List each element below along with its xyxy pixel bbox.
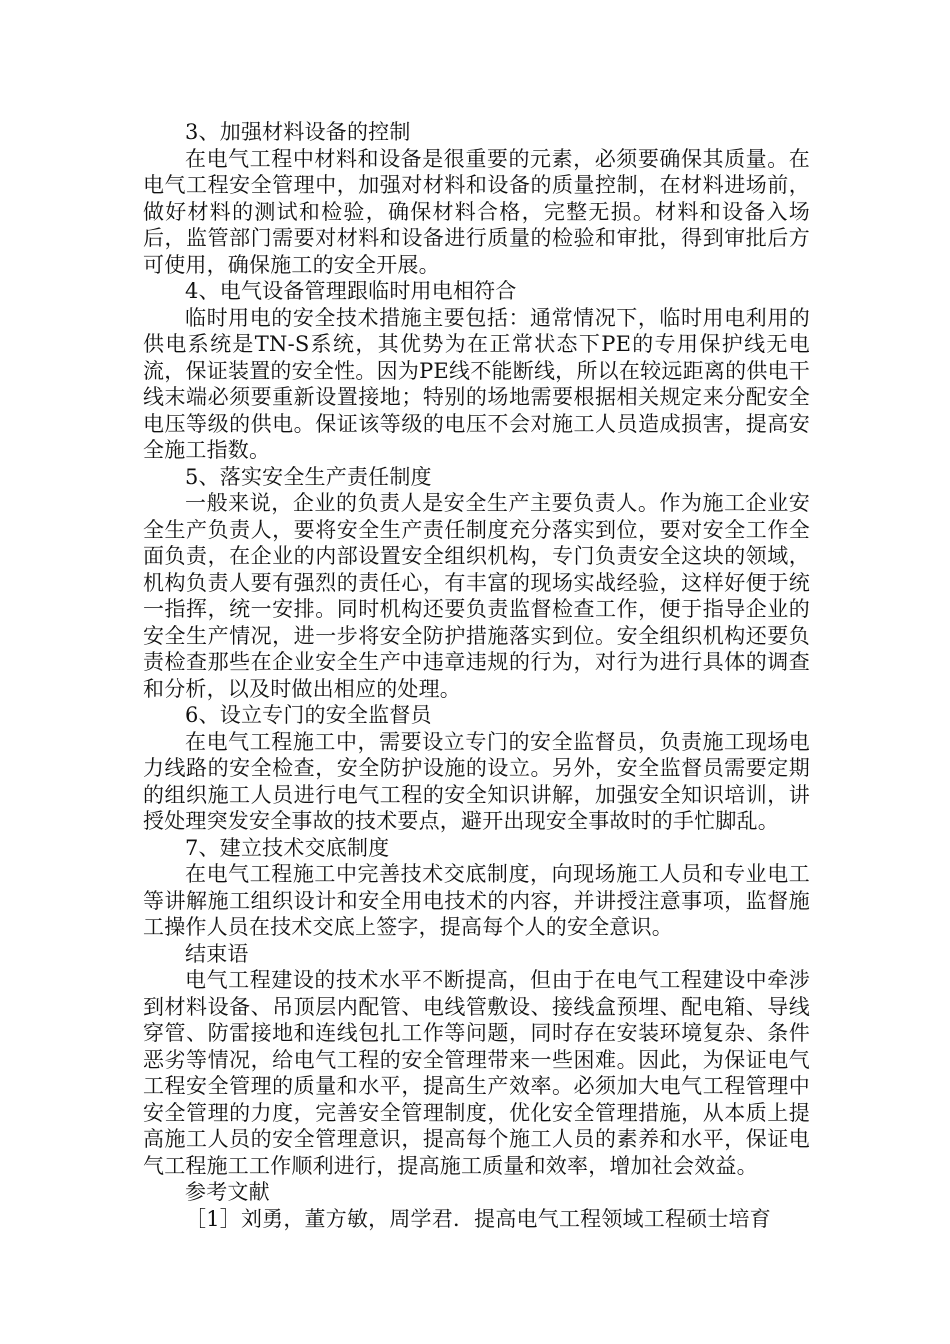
- section-heading-technical-briefing: 7、建立技术交底制度: [185, 835, 390, 860]
- section-heading-material-control: 3、加强材料设备的控制: [185, 120, 411, 144]
- body-paragraph: 一般来说，企业的负责人是安全生产主要负责人。作为施工企业安全生产负责人，要将安全生产责任制度充分落实到位，要对安全工作全面负责，在企业的内部设置安全组织机构，专门负责安全这块的领域，机构负责人要有强烈的责任心，有丰富的现场实战经验，这样好便于统一指挥，统一安排。同时机构还要负责监督检查工作，便于指导企业的安全生产情况，进一步将安全防护措施落实到位。安全组织机构还要负责检查那些在企业安全生产中违章违规的行为，对行为进行具体的调查和分析，以及时做出相应的处理。: [143, 491, 810, 701]
- document-body: [143, 119, 810, 1232]
- body-paragraph: 临时用电的安全技术措施主要包括：通常情况下，临时用电利用的供电系统是TN-S系统，其优势为在正常状态下PE的专用保护线无电流，保证装置的安全性。因为PE线不能断线，所以在较远距离的供电干线末端必须要重新设置接地；特别的场地需要根据相关规定来分配安全电压等级的供电。保证该等级的电压不会对施工人员造成损害，提高安全施工指数。: [143, 305, 810, 462]
- body-paragraph: 在电气工程施工中完善技术交底制度，向现场施工人员和专业电工等讲解施工组织设计和安全用电技术的内容，并讲授注意事项，监督施工操作人员在技术交底上签字，提高每个人的安全意识。: [143, 862, 810, 939]
- body-paragraph: 电气工程建设的技术水平不断提高，但由于在电气工程建设中牵涉到材料设备、吊顶层内配管、电线管敷设、接线盒预埋、配电箱、导线穿管、防雷接地和连线包扎工作等问题，同时存在安装环境复杂、条件恶劣等情况，给电气工程的安全管理带来一些困难。因此，为保证电气工程安全管理的质量和水平，提高生产效率。必须加大电气工程管理中安全管理的力度，完善安全管理制度，优化安全管理措施，从本质上提高施工人员的安全管理意识，提高每个施工人员的素养和水平，保证电气工程施工工作顺利进行，提高施工质量和效率，增加社会效益。: [143, 968, 810, 1178]
- body-paragraph: 在电气工程中材料和设备是很重要的元素，必须要确保其质量。在电气工程安全管理中，加强对材料和设备的质量控制，在材料进场前，做好材料的测试和检验，确保材料合格，完整无损。材料和设备入场后，监管部门需要对材料和设备进行质量的检验和审批，得到审批后方可使用，确保施工的安全开展。: [143, 146, 810, 277]
- section-heading-conclusion: 结束语: [185, 941, 249, 966]
- section-heading-references: 参考文献: [185, 1180, 270, 1204]
- section-heading-safety-supervisor: 6、设立专门的安全监督员: [185, 703, 432, 727]
- section-heading-safety-responsibility: 5、落实安全生产责任制度: [185, 464, 432, 489]
- section-heading-temporary-power: 4、电气设备管理跟临时用电相符合: [185, 279, 517, 303]
- body-paragraph: 在电气工程施工中，需要设立专门的安全监督员，负责施工现场电力线路的安全检查，安全防护设施的设立。另外，安全监督员需要定期的组织施工人员进行电气工程的安全知识讲解，加强安全知识培训，讲授处理突发安全事故的技术要点，避开出现安全事故时的手忙脚乱。: [143, 729, 810, 833]
- reference-item: ［1］刘勇，董方敏，周学君．提高电气工程领域工程硕士培育: [185, 1206, 771, 1231]
